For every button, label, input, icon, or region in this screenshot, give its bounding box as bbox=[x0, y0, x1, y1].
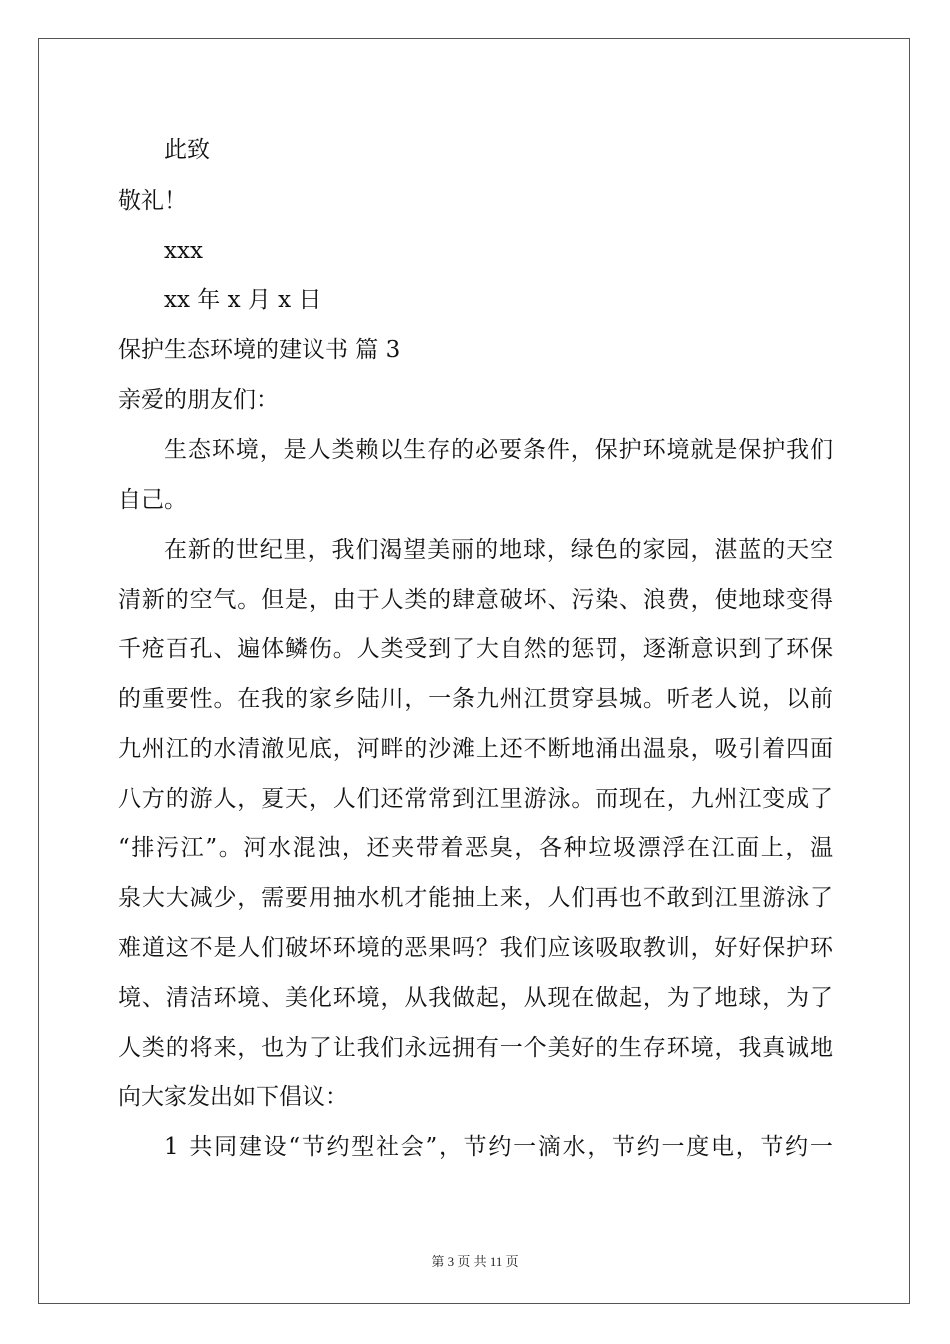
body-line: 向大家发出如下倡议： bbox=[118, 1084, 348, 1110]
salute-line: 敬礼！ bbox=[118, 188, 187, 214]
page-number-footer: 第 3 页 共 11 页 bbox=[431, 1254, 519, 1269]
body-line: 生态环境，是人类赖以生存的必要条件，保护环境就是保护我们 bbox=[164, 437, 835, 463]
body-line: 千疮百孔、遍体鳞伤。人类受到了大自然的惩罚，逐渐意识到了环保 bbox=[118, 636, 834, 662]
date-line: xx 年 x 月 x 日 bbox=[164, 287, 322, 313]
greeting-line: 亲爱的朋友们： bbox=[118, 387, 279, 413]
section-heading: 保护生态环境的建议书 篇 3 bbox=[118, 337, 401, 363]
body-line: 在新的世纪里，我们渴望美丽的地球，绿色的家园，湛蓝的天空 bbox=[164, 537, 835, 563]
body-line: 清新的空气。但是，由于人类的肆意破坏、污染、浪费，使地球变得 bbox=[118, 587, 834, 613]
body-line: 自己。 bbox=[118, 487, 187, 513]
body-line: 八方的游人，夏天，人们还常常到江里游泳。而现在，九州江变成了 bbox=[118, 786, 834, 812]
body-line: 1 共同建设“节约型社会”，节约一滴水，节约一度电，节约一 bbox=[164, 1134, 835, 1160]
page-border bbox=[38, 38, 910, 1304]
signature-line: xxx bbox=[164, 238, 203, 264]
body-line: 九州江的水清澈见底，河畔的沙滩上还不断地涌出温泉，吸引着四面 bbox=[118, 736, 834, 762]
body-line: “排污江”。河水混浊，还夹带着恶臭，各种垃圾漂浮在江面上，温 bbox=[118, 835, 835, 861]
body-line: 的重要性。在我的家乡陆川，一条九州江贯穿县城。听老人说，以前 bbox=[118, 686, 834, 712]
body-line: 泉大大减少，需要用抽水机才能抽上来，人们再也不敢到江里游泳了 bbox=[118, 885, 834, 911]
body-line: 人类的将来，也为了让我们永远拥有一个美好的生存环境，我真诚地 bbox=[118, 1035, 834, 1061]
body-line: 境、清洁环境、美化环境，从我做起，从现在做起，为了地球，为了 bbox=[118, 985, 834, 1011]
closing-line: 此致 bbox=[164, 137, 210, 163]
body-line: 难道这不是人们破坏环境的恶果吗？我们应该吸取教训，好好保护环 bbox=[118, 935, 834, 961]
